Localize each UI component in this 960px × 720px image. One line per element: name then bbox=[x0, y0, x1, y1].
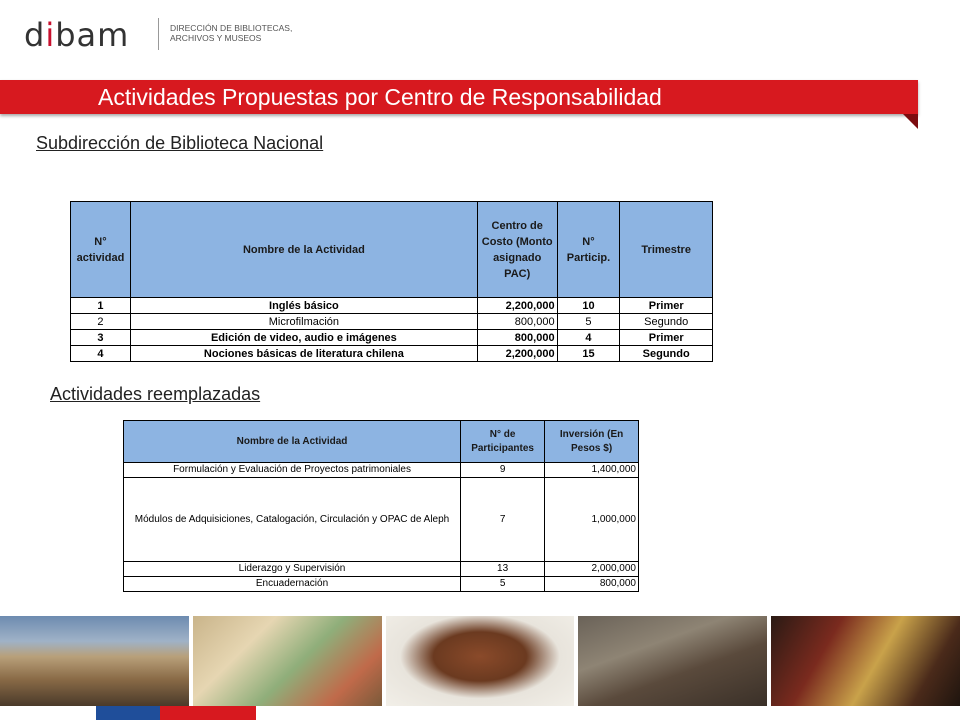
col-header-trimestre: Trimestre bbox=[620, 202, 713, 298]
col-header-particip: N° Particip. bbox=[557, 202, 620, 298]
table-row: Encuadernación 5 800,000 bbox=[124, 577, 639, 592]
logo-subtitle: DIRECCIÓN DE BIBLIOTECAS, ARCHIVOS Y MUSEOS bbox=[170, 23, 293, 43]
logo-separator bbox=[158, 18, 159, 50]
photo-painting bbox=[771, 616, 960, 706]
photo-excavation bbox=[578, 616, 767, 706]
section-title-biblioteca: Subdirección de Biblioteca Nacional bbox=[36, 133, 324, 153]
col-header-nombre: Nombre de la Actividad bbox=[124, 421, 461, 463]
logo-letter-i: i bbox=[45, 16, 56, 54]
col-header-centro-costo: Centro de Costo (Monto asignado PAC) bbox=[477, 202, 557, 298]
photo-carved-artifact bbox=[386, 616, 575, 706]
photo-building bbox=[0, 616, 189, 706]
col-header-participantes: N° de Participantes bbox=[461, 421, 545, 463]
table-header-row bbox=[124, 421, 639, 463]
table-header-row bbox=[71, 202, 713, 298]
logo-wordmark: dibam bbox=[24, 16, 130, 54]
photo-illustrated-book bbox=[193, 616, 382, 706]
table-row: 2 Microfilmación 800,000 5 Segundo bbox=[71, 314, 713, 330]
table-row: 3 Edición de video, audio e imágenes 800,000 4 Primer bbox=[71, 330, 713, 346]
col-header-inversion: Inversión (En Pesos $) bbox=[545, 421, 639, 463]
col-header-nombre: Nombre de la Actividad bbox=[130, 202, 477, 298]
flag-stripe-blue bbox=[96, 706, 160, 720]
table-row: Formulación y Evaluación de Proyectos patrimoniales 9 1,400,000 bbox=[124, 463, 639, 478]
table-row: 1 Inglés básico 2,200,000 10 Primer bbox=[71, 298, 713, 314]
flag-stripe-red bbox=[160, 706, 256, 720]
replaced-activities-table bbox=[123, 420, 639, 592]
table-row: Liderazgo y Supervisión 13 2,000,000 bbox=[124, 562, 639, 577]
banner-fold bbox=[903, 114, 918, 129]
page-title: Actividades Propuestas por Centro de Responsabilidad bbox=[98, 84, 662, 110]
photo-strip bbox=[0, 616, 960, 706]
activities-table bbox=[70, 201, 713, 362]
col-header-numero: N° actividad bbox=[71, 202, 131, 298]
table-row: 4 Nociones básicas de literatura chilena 2,200,000 15 Segundo bbox=[71, 346, 713, 362]
section-title-reemplazadas: Actividades reemplazadas bbox=[50, 384, 261, 404]
table-row: Módulos de Adquisiciones, Catalogación, Circulación y OPAC de Aleph 7 1,000,000 bbox=[124, 478, 639, 562]
